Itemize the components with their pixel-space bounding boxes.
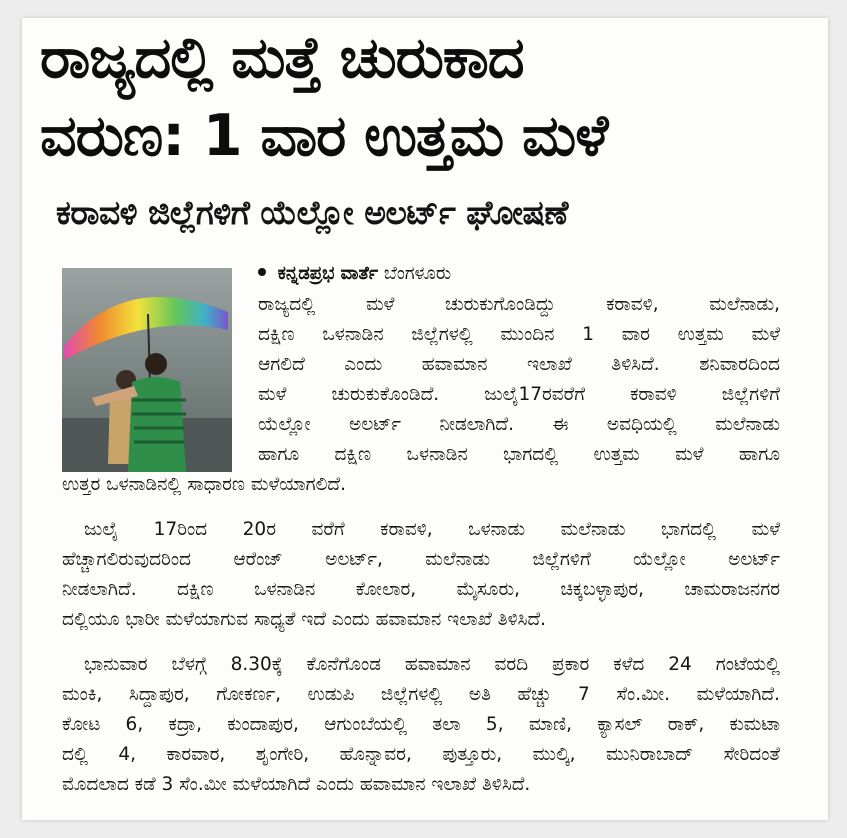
byline bbox=[258, 262, 451, 286]
body-line: ಹೆಚ್ಚಾಗಲಿರುವುದರಿಂದ ಆರೆಂಜ್ ಅಲರ್ಟ್, ಮಲೆನಾಡು ಜಿಲ್ಲೆಗಳಿಗೆ ಯೆಲ್ಲೋ ಅಲರ್ಟ್ bbox=[62, 549, 780, 570]
body-line: ಹಾಗೂ ದಕ್ಷಿಣ ಒಳನಾಡಿನ ಭಾಗದಲ್ಲಿ ಉತ್ತಮ ಮಳೆ ಹಾಗೂ bbox=[258, 444, 780, 465]
headline-line-2: ವರುಣ: 1 ವಾರ ಉತ್ತಮ ಮಳೆ bbox=[40, 103, 608, 169]
umbrella-rain-photo bbox=[62, 268, 232, 472]
body-line: ಕೋಟ 6, ಕದ್ರಾ, ಕುಂದಾಪುರ, ಆಗುಂಬೆಯಲ್ಲಿ ತಲಾ 5, ಮಾಣಿ, ಕ್ಯಾಸಲ್ ರಾಕ್, ಕುಮಟಾ bbox=[62, 714, 780, 735]
headline-line-1: ರಾಜ್ಯದಲ್ಲಿ ಮತ್ತೆ ಚುರುಕಾದ bbox=[40, 25, 524, 91]
body-line: ಮಳೆ ಚುರುಕುಕೊಂಡಿದೆ. ಜುಲೈ17ರವರೆಗೆ ಕರಾವಳಿ ಜಿಲ್ಲೆಗಳಿಗೆ bbox=[258, 384, 780, 405]
body-line: ಮೊದಲಾದ ಕಡೆ 3 ಸೆಂ.ಮೀ ಮಳೆಯಾಗಿದೆ ಎಂದು ಹವಾಮಾನ ಇಲಾಖೆ ತಿಳಿಸಿದೆ. bbox=[62, 774, 531, 795]
body-line: ದಲ್ಲಿ 4, ಕಾರವಾರ, ಶೃಂಗೇರಿ, ಹೊನ್ನಾವರ, ಪುತ್ತೂರು, ಮುಲ್ಕಿ, ಮುನಿರಾಬಾದ್ ಸೇರಿದಂತೆ bbox=[62, 744, 780, 765]
byline-source: ಕನ್ನಡಪ್ರಭ ವಾರ್ತೆ bbox=[277, 263, 379, 284]
body-line: ದಕ್ಷಿಣ ಒಳನಾಡಿನ ಜಿಲ್ಲೆಗಳಲ್ಲಿ ಮುಂದಿನ 1 ವಾರ ಉತ್ತಮ ಮಳೆ bbox=[258, 324, 780, 345]
body-line: ಜುಲೈ 17ರಿಂದ 20ರ ವರೆಗೆ ಕರಾವಳಿ, ಒಳನಾಡು ಮಲೆನಾಡು ಭಾಗದಲ್ಲಿ ಮಳೆ bbox=[84, 519, 780, 540]
body-line: ಭಾನುವಾರ ಬೆಳಗ್ಗೆ 8.30ಕ್ಕೆ ಕೊನೆಗೊಂಡ ಹವಾಮಾನ ವರದಿ ಪ್ರಕಾರ ಕಳೆದ 24 ಗಂಟೆಯಲ್ಲಿ bbox=[84, 654, 780, 675]
body-line: ಮಂಕಿ, ಸಿದ್ದಾಪುರ, ಗೋಕರ್ಣ, ಉಡುಪಿ ಜಿಲ್ಲೆಗಳಲ್ಲಿ ಅತಿ ಹೆಚ್ಚು 7 ಸೆಂ.ಮೀ. ಮಳೆಯಾಗಿದೆ. bbox=[62, 684, 780, 705]
bullet-icon bbox=[258, 268, 266, 276]
subheadline: ಕರಾವಳಿ ಜಿಲ್ಲೆಗಳಿಗೆ ಯೆಲ್ಲೋ ಅಲರ್ಟ್ ಘೋಷಣೆ bbox=[56, 193, 568, 232]
body-line: ನೀಡಲಾಗಿದೆ. ದಕ್ಷಿಣ ಒಳನಾಡಿನ ಕೋಲಾರ, ಮೈಸೂರು, ಚಿಕ್ಕಬಳ್ಳಾಪುರ, ಚಾಮರಾಜನಗರ bbox=[62, 579, 780, 600]
body-line: ದಲ್ಲಿಯೂ ಭಾರೀ ಮಳೆಯಾಗುವ ಸಾಧ್ಯತೆ ಇದೆ ಎಂದು ಹವಾಮಾನ ಇಲಾಖೆ ತಿಳಿಸಿದೆ. bbox=[62, 609, 547, 630]
body-line: ಯೆಲ್ಲೋ ಅಲರ್ಟ್ ನೀಡಲಾಗಿದೆ. ಈ ಅವಧಿಯಲ್ಲಿ ಮಲೆನಾಡು bbox=[258, 414, 780, 435]
byline-city: ಬೆಂಗಳೂರು bbox=[383, 263, 452, 284]
body-line: ಆಗಲಿದೆ ಎಂದು ಹವಾಮಾನ ಇಲಾಖೆ ತಿಳಿಸಿದೆ. ಶನಿವಾರದಿಂದ bbox=[258, 354, 780, 375]
body-line: ರಾಜ್ಯದಲ್ಲಿ ಮಳೆ ಚುರುಕುಗೊಂಡಿದ್ದು ಕರಾವಳಿ, ಮಲೆನಾಡು, bbox=[258, 294, 780, 315]
body-line: ಉತ್ತರ ಒಳನಾಡಿನಲ್ಲಿ ಸಾಧಾರಣ ಮಳೆಯಾಗಲಿದೆ. bbox=[62, 474, 346, 495]
